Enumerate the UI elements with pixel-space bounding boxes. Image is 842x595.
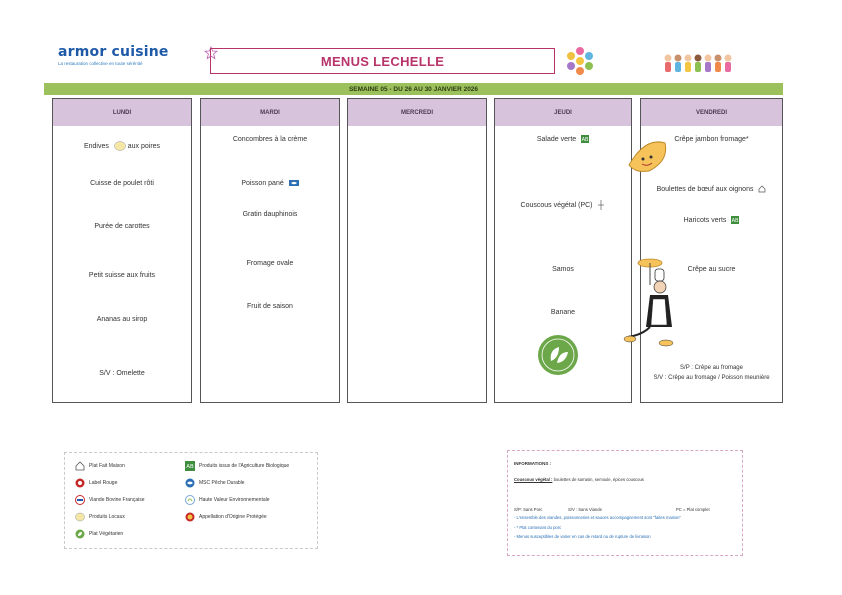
menu-item: S/P : Crêpe au fromage: [680, 365, 743, 371]
legend-label: Viande Bovine Française: [89, 497, 145, 503]
legend-label: Produits Locaux: [89, 514, 125, 520]
menu-item: Ananas au sirop: [96, 316, 148, 323]
menu-item-text: Endives: [83, 142, 109, 150]
brand-logo: [58, 44, 198, 66]
info-note-pork: - * Plat contenant du porc: [514, 525, 562, 530]
menu-item: Crêpe au sucre: [687, 266, 736, 273]
legend-item-organic: [185, 461, 289, 471]
menu-item: Samos: [552, 266, 574, 273]
chef-illustration: [620, 255, 678, 355]
menu-item: Concombres à la crème: [232, 136, 308, 143]
menu-item-text: aux poires: [127, 142, 161, 150]
organic-ab-icon: [731, 216, 739, 224]
msc-fish-icon: [185, 478, 195, 488]
homemade-icon: [75, 461, 85, 471]
legend-label: Plat Fait Maison: [89, 463, 125, 469]
menu-item: [641, 216, 782, 224]
flower-kids-decoration: [556, 45, 604, 77]
legend-item-homemade: [75, 461, 125, 471]
legend-item-hve: [185, 495, 270, 505]
legend-box: [64, 452, 318, 549]
info-note-variation: - Menus susceptibles de varier en cas de retard ou de rupture de livraison: [514, 534, 651, 539]
day-header: VENDREDI: [641, 99, 782, 126]
organic-ab-icon: [581, 135, 589, 143]
menu-item: Gratin dauphinois: [242, 211, 298, 218]
abbr-sp: S/P: Sans Porc: [514, 507, 543, 512]
complete-dish-icon: [597, 200, 605, 210]
info-note-homemade: - L'ensemble des viandes, poissonneries et sauces accompagnement sont "faites maison": [514, 515, 681, 520]
day-header: JEUDI: [495, 99, 631, 126]
brand-name: armor cuisine: [58, 44, 169, 60]
legend-item-vegetarian: [75, 529, 123, 539]
menu-item: Fruit de saison: [247, 303, 293, 310]
menu-item: Fromage ovale: [246, 260, 294, 267]
menu-item: [495, 135, 631, 143]
aop-seal-icon: [185, 512, 195, 522]
menu-item-text: Poisson pané: [241, 180, 284, 187]
label-rouge-icon: [75, 478, 85, 488]
vegetarian-leaf-badge-icon: [537, 334, 579, 376]
day-header: MARDI: [201, 99, 339, 126]
svg-text:AB: AB: [186, 464, 194, 470]
local-products-icon: [75, 512, 85, 522]
day-column-lundi: [52, 98, 192, 403]
legend-item-french-beef: [75, 495, 145, 505]
hve-icon: [185, 495, 195, 505]
menu-item: Cuisse de poulet rôti: [90, 180, 154, 187]
menu-item: [201, 180, 339, 187]
page-title: MENUS LECHELLE: [320, 53, 445, 69]
day-column-mardi: [200, 98, 340, 403]
homemade-icon: [758, 185, 766, 193]
legend-label: MSC Pêche Durable: [199, 480, 245, 486]
couscous-text: boulettes de sarrasin, semoule, épices couscous: [553, 477, 644, 482]
abbr-pc: PC = Plat complet: [676, 507, 710, 512]
week-bar: [44, 83, 783, 95]
information-box: [507, 450, 743, 556]
abbr-sv: S/V : Sans Viande: [568, 507, 602, 512]
menu-item-text: Salade verte: [536, 135, 577, 143]
crepe-mascot-icon: [625, 135, 671, 175]
menu-item-text: Couscous végétal (PC): [520, 201, 593, 209]
children-illustration: [662, 50, 734, 76]
menu-item: S/V : Crêpe au fromage / Poisson meunière: [653, 375, 770, 381]
menu-item: [495, 200, 631, 210]
menu-item: S/V : Omelette: [99, 370, 145, 377]
legend-item-aop: [185, 512, 267, 522]
menu-item: Petit suisse aux fruits: [88, 272, 156, 279]
menu-item-text: Boulettes de bœuf aux oignons: [656, 185, 754, 193]
day-header: LUNDI: [53, 99, 191, 126]
legend-label: Appellation d'Origine Protégée: [199, 514, 267, 520]
menu-item: [641, 185, 782, 193]
couscous-label: Couscous végétal :: [514, 477, 553, 482]
menu-item-text: Haricots verts: [683, 216, 727, 224]
menu-item: Crêpe jambon fromage*: [674, 136, 749, 143]
legend-label: Plat Végétarien: [89, 531, 124, 537]
day-column-mercredi: [347, 98, 487, 403]
french-beef-icon: [75, 495, 85, 505]
menu-title-box: [210, 48, 555, 74]
legend-item-label-rouge: [75, 478, 117, 488]
legend-label: Label Rouge: [89, 480, 118, 486]
menu-item: Banane: [550, 309, 576, 316]
info-title: INFORMATIONS :: [514, 461, 552, 466]
msc-fish-icon: [289, 180, 299, 186]
legend-label: Produits issus de l'Agriculture Biologique: [199, 463, 290, 469]
svg-text:AB: AB: [581, 137, 589, 143]
organic-ab-icon: [185, 461, 195, 471]
menu-item: [53, 141, 191, 151]
legend-item-local: [75, 512, 125, 522]
vegetarian-leaf-icon: [75, 529, 85, 539]
legend-label: Haute Valeur Environnementale: [199, 497, 270, 503]
couscous-info: [514, 477, 644, 482]
legend-item-msc: [185, 478, 245, 488]
week-label: SEMAINE 05 - DU 26 AU 30 JANVIER 2026: [348, 85, 479, 93]
day-header: MERCREDI: [348, 99, 486, 126]
svg-text:AB: AB: [731, 218, 739, 224]
local-products-icon: [114, 141, 126, 151]
brand-tagline: La restauration collective en toute sérénité: [58, 61, 143, 66]
menu-item: Purée de carottes: [94, 223, 150, 230]
